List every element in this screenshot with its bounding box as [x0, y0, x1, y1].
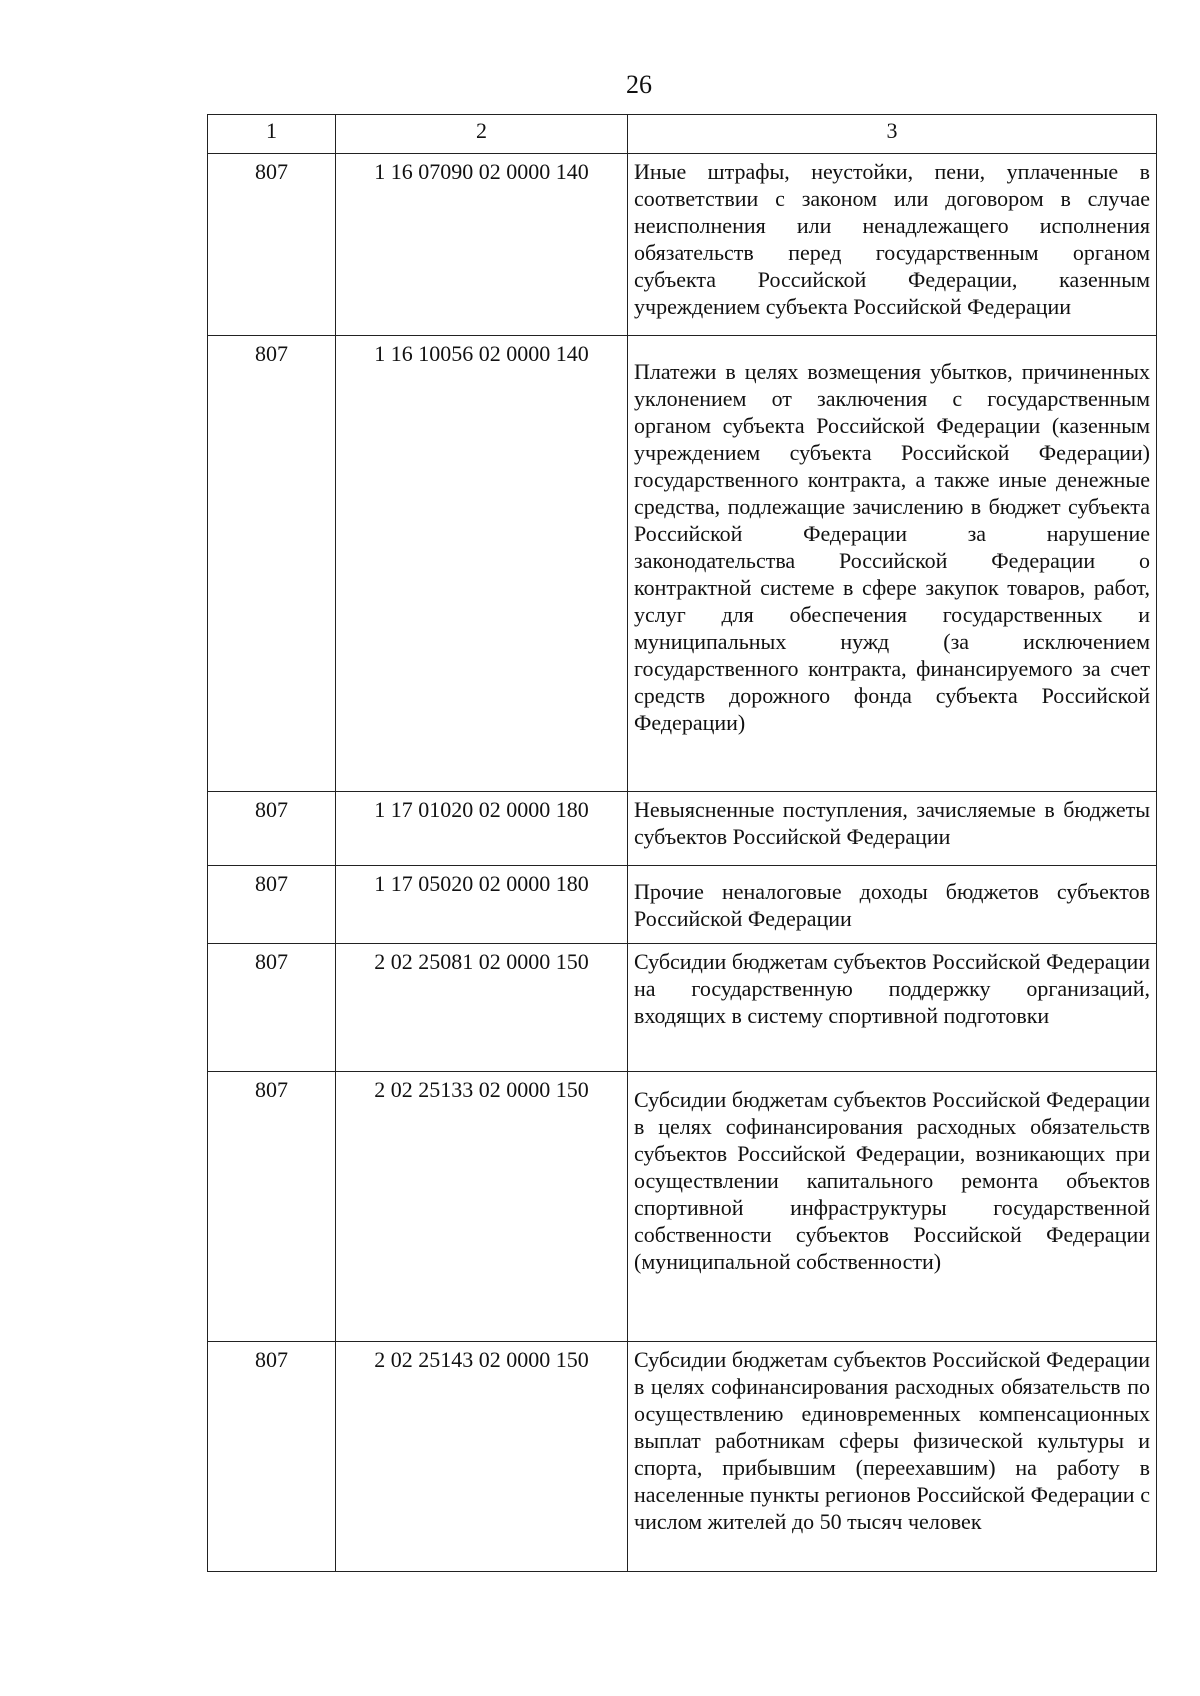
column-header-2: 2 [336, 115, 628, 154]
description-cell: Прочие неналоговые доходы бюджетов субъектов Российской Федерации [628, 866, 1157, 944]
admin-code-cell: 807 [208, 1072, 336, 1342]
table-row [208, 1072, 1157, 1342]
income-codes-table [207, 114, 1157, 1572]
table-body [208, 154, 1157, 1572]
admin-code-cell: 807 [208, 944, 336, 1072]
description-cell: Субсидии бюджетам субъектов Российской Федерации в целях софинансирования расходных обязательств субъектов Российской Федерации, возникающих при осуществлении капитального ремонта объектов спортивной инфраструктуры государственной собственности субъектов Российской Федерации (муниципальной собственности) [628, 1072, 1157, 1342]
description-cell: Субсидии бюджетам субъектов Российской Федерации на государственную поддержку организаций, входящих в систему спортивной подготовки [628, 944, 1157, 1072]
income-code-cell: 1 16 07090 02 0000 140 [336, 154, 628, 336]
table-row [208, 336, 1157, 792]
table-header [208, 115, 1157, 154]
table-row [208, 866, 1157, 944]
income-code-cell: 1 16 10056 02 0000 140 [336, 336, 628, 792]
column-header-1: 1 [208, 115, 336, 154]
table-row [208, 792, 1157, 866]
income-code-cell: 2 02 25143 02 0000 150 [336, 1342, 628, 1572]
admin-code-cell: 807 [208, 1342, 336, 1572]
admin-code-cell: 807 [208, 866, 336, 944]
description-cell: Невыясненные поступления, зачисляемые в бюджеты субъектов Российской Федерации [628, 792, 1157, 866]
table-row [208, 944, 1157, 1072]
admin-code-cell: 807 [208, 792, 336, 866]
column-header-3: 3 [628, 115, 1157, 154]
page-number: 26 [626, 70, 652, 99]
income-code-cell: 1 17 01020 02 0000 180 [336, 792, 628, 866]
table-row [208, 154, 1157, 336]
table-header-row [208, 115, 1157, 154]
description-cell: Иные штрафы, неустойки, пени, уплаченные в соответствии с законом или договором в случае неисполнения или ненадлежащего исполнения обязательств перед государственным органом субъекта Российской Федерации, казенным учреждением субъекта Российской Федерации [628, 154, 1157, 336]
income-code-cell: 1 17 05020 02 0000 180 [336, 866, 628, 944]
description-cell: Платежи в целях возмещения убытков, причиненных уклонением от заключения с государственным органом субъекта Российской Федерации (казенным учреждением субъекта Российской Федерации) государственного контракта, а также иные денежные средства, подлежащие зачислению в бюджет субъекта Российской Федерации за нарушение законодательства Российской Федерации о контрактной системе в сфере закупок товаров, работ, услуг для обеспечения государственных и муниципальных нужд (за исключением государственного контракта, финансируемого за счет средств дорожного фонда субъекта Российской Федерации) [628, 336, 1157, 792]
income-code-cell: 2 02 25081 02 0000 150 [336, 944, 628, 1072]
table-row [208, 1342, 1157, 1572]
income-code-cell: 2 02 25133 02 0000 150 [336, 1072, 628, 1342]
admin-code-cell: 807 [208, 154, 336, 336]
description-cell: Субсидии бюджетам субъектов Российской Федерации в целях софинансирования расходных обязательств по осуществлению единовременных компенсационных выплат работникам сферы физической культуры и спорта, прибывшим (переехавшим) на работу в населенные пункты регионов Российской Федерации с числом жителей до 50 тысяч человек [628, 1342, 1157, 1572]
admin-code-cell: 807 [208, 336, 336, 792]
